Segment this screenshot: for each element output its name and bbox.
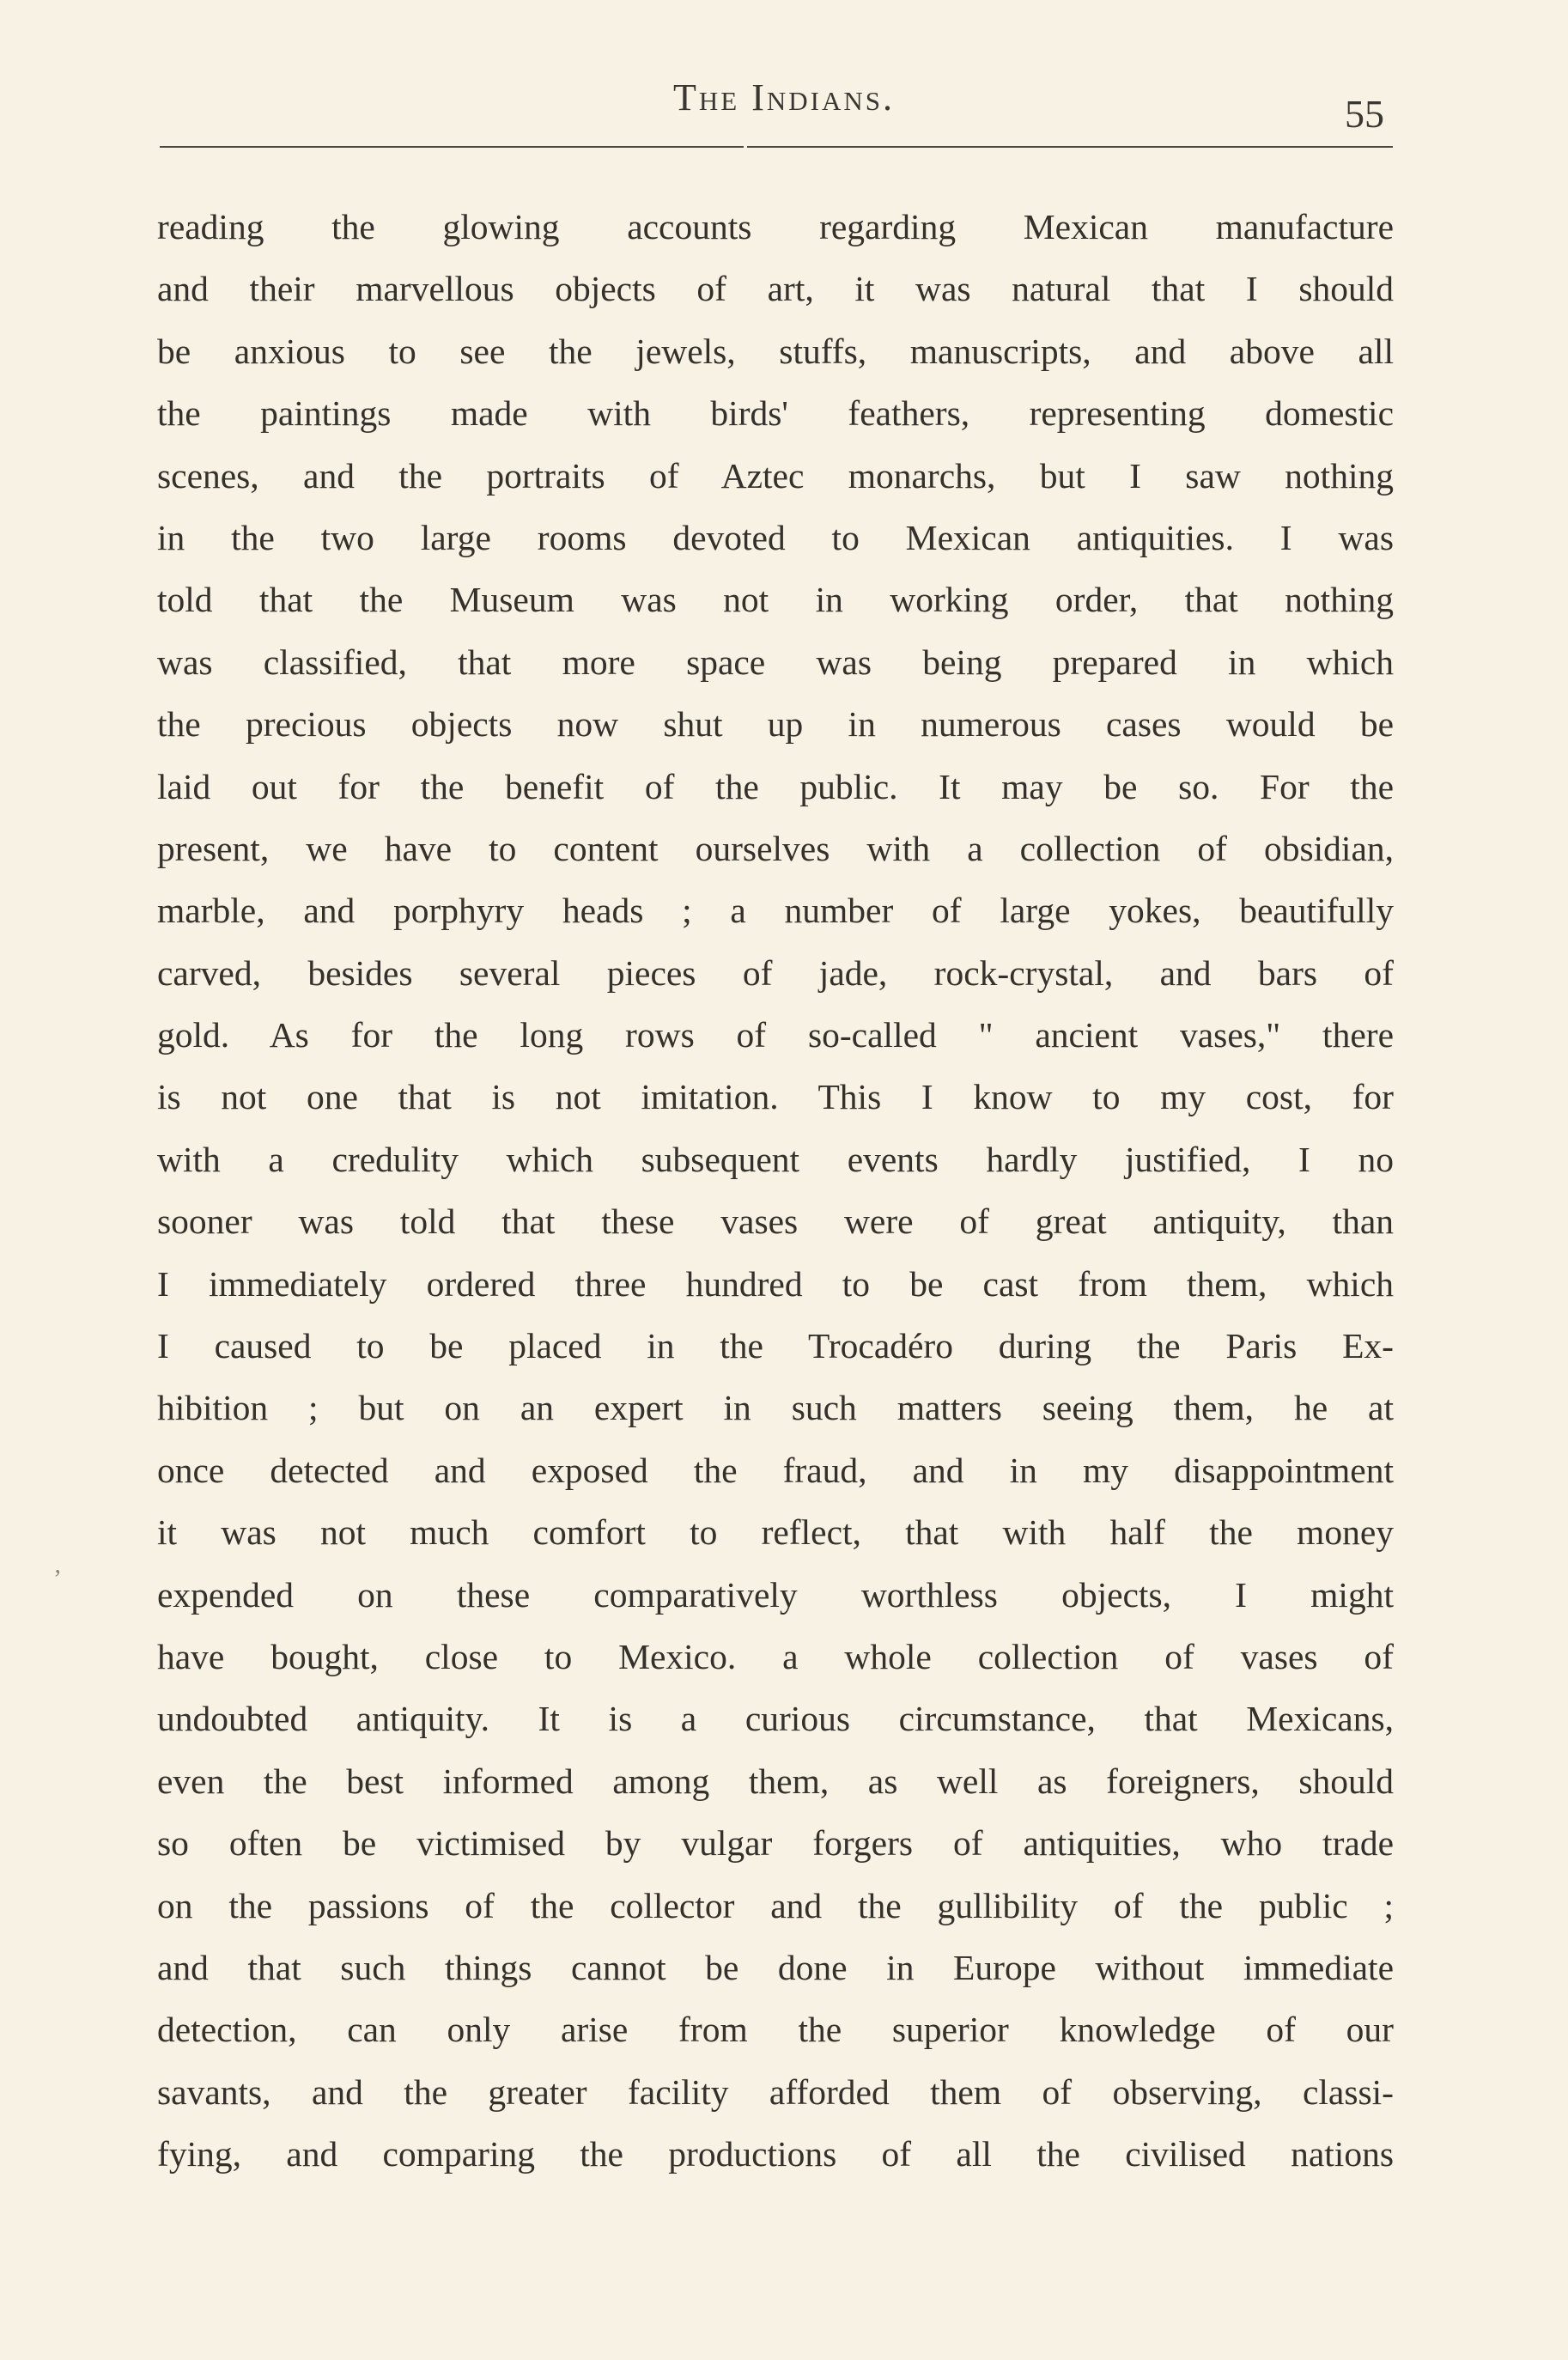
text-line: undoubted antiquity. It is a curious circumstance, that Mexicans, — [157, 1699, 1394, 1739]
text-line: be anxious to see the jewels, stuffs, manuscripts, and above all — [157, 331, 1394, 371]
text-line: have bought, close to Mexico. a whole collection of vases of — [157, 1636, 1394, 1676]
body-text — [157, 196, 1394, 2186]
text-line: I caused to be placed in the Trocadéro during the Paris Ex- — [157, 1326, 1394, 1366]
header-rule-left — [160, 146, 744, 148]
text-line: gold. As for the long rows of so-called " ancient vases," there — [157, 1015, 1394, 1055]
text-line: expended on these comparatively worthless objects, I might — [157, 1574, 1394, 1615]
text-line: sooner was told that these vases were of great antiquity, than — [157, 1201, 1394, 1242]
text-line: so often be victimised by vulgar forgers of antiquities, who trade — [157, 1823, 1394, 1864]
text-line: laid out for the benefit of the public. It may be so. For the — [157, 766, 1394, 806]
header-rule-right — [747, 146, 1393, 148]
text-line: I immediately ordered three hundred to be cast from them, which — [157, 1263, 1394, 1304]
text-line: scenes, and the portraits of Aztec monarchs, but I saw nothing — [157, 455, 1394, 496]
running-head-title: The Indians. — [673, 76, 895, 119]
margin-mark: ʼ — [53, 1565, 62, 1593]
text-line: marble, and porphyry heads ; a number of large yokes, beautifully — [157, 891, 1394, 931]
text-line: on the passions of the collector and the gullibility of the public ; — [157, 1885, 1394, 1925]
text-line: reading the glowing accounts regarding Mexican manufacture — [157, 207, 1394, 246]
running-head — [0, 76, 1568, 136]
page-number: 55 — [1345, 92, 1384, 136]
text-line: carved, besides several pieces of jade, rock-crystal, and bars of — [157, 952, 1394, 993]
text-line: hibition ; but on an expert in such matters seeing them, he at — [157, 1388, 1394, 1428]
text-line: and that such things cannot be done in Europe without immediate — [157, 1947, 1394, 1987]
text-line: even the best informed among them, as well as foreigners, should — [157, 1761, 1394, 1801]
text-line: and their marvellous objects of art, it was natural that I should — [157, 269, 1394, 309]
text-line: savants, and the greater facility afforded them of observing, classi- — [157, 2071, 1394, 2112]
text-line: the paintings made with birds' feathers, representing domestic — [157, 393, 1394, 434]
text-line: it was not much comfort to reflect, that with half the money — [157, 1512, 1394, 1553]
text-line: present, we have to content ourselves with a collection of obsidian, — [157, 828, 1394, 868]
text-line: fying, and comparing the productions of all the civilised nations — [157, 2134, 1394, 2174]
text-line: the precious objects now shut up in numerous cases would be — [157, 704, 1394, 745]
text-line: in the two large rooms devoted to Mexican antiquities. I was — [157, 517, 1394, 557]
text-line: was classified, that more space was being prepared in which — [157, 642, 1394, 682]
text-line: with a credulity which subsequent events hardly justified, I no — [157, 1139, 1394, 1179]
text-line: detection, can only arise from the superior knowledge of our — [157, 2010, 1394, 2050]
text-line: told that the Museum was not in working order, that nothing — [157, 580, 1394, 620]
text-line: once detected and exposed the fraud, and in my disappointment — [157, 1450, 1394, 1490]
text-line: is not one that is not imitation. This I know to my cost, for — [157, 1077, 1394, 1117]
